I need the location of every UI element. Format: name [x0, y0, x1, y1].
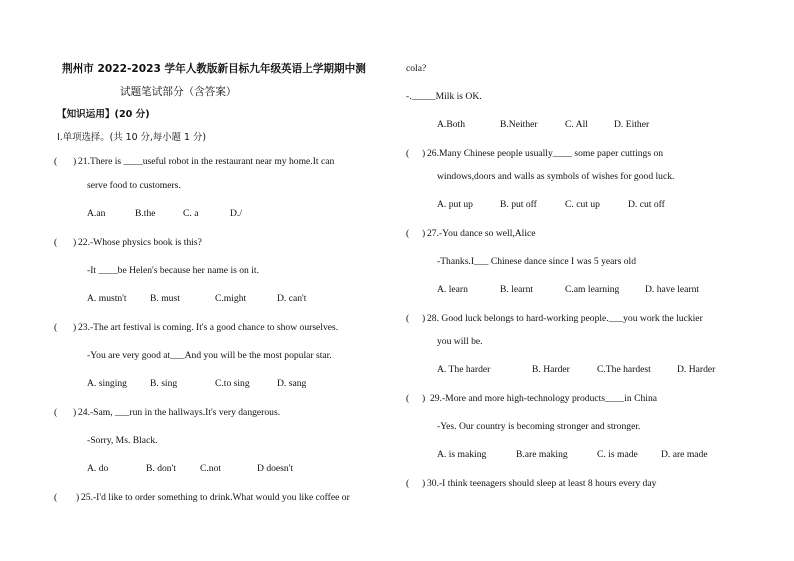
option-b: B. must [150, 293, 180, 304]
option-b: B.Neither [500, 119, 538, 130]
answer-paren-close: ) [422, 148, 426, 159]
answer-paren-close: ) [422, 313, 426, 324]
question-stem: 29.-More and more high-technology products____in China [430, 393, 658, 404]
option-d: D. can't [277, 293, 307, 304]
option-b: B.are making [516, 449, 568, 460]
option-c: C.am learning [565, 284, 620, 295]
option-d: D. Either [614, 119, 650, 130]
question-answer-line: -._____Milk is OK. [406, 91, 482, 102]
question-stem-continued: cola? [406, 63, 427, 74]
option-a: A. learn [437, 284, 468, 295]
answer-paren-close: ) [73, 156, 77, 167]
question-stem-continued: -It ____be Helen's because her name is on it. [87, 265, 259, 276]
option-a: A. put up [437, 199, 473, 210]
answer-paren-open: ( [406, 478, 410, 489]
question-stem-continued: -You are very good at___And you will be the most popular star. [87, 350, 332, 361]
question-stem: 21.There is ____useful robot in the restaurant near my home.It can [78, 156, 335, 167]
question-stem-continued: you will be. [437, 336, 483, 347]
answer-paren-open: ( [406, 148, 410, 159]
question-stem: 24.-Sam, ___run in the hallways.It's very dangerous. [78, 407, 281, 418]
question-stem: 27.-You dance so well,Alice [427, 228, 536, 239]
option-b: B. don't [146, 463, 176, 474]
page-subtitle: 试题笔试部分（含答案） [120, 86, 237, 98]
option-c: C.not [200, 463, 222, 474]
option-d: D doesn't [257, 463, 294, 474]
option-d: D. cut off [628, 199, 665, 210]
option-a: A. singing [87, 378, 127, 389]
option-d: D. sang [277, 378, 307, 389]
option-c: C.The hardest [597, 364, 651, 375]
option-a: A.Both [437, 119, 465, 130]
option-a: A. is making [437, 449, 487, 460]
option-b: B. learnt [500, 284, 534, 295]
option-c: C. is made [597, 449, 638, 460]
option-c: C. a [183, 208, 199, 219]
question-stem-continued: windows,doors and walls as symbols of wishes for good luck. [437, 171, 675, 182]
answer-paren-close: ) [422, 478, 426, 489]
answer-paren-close: ) [422, 393, 426, 404]
option-b: B. Harder [532, 364, 570, 375]
question-stem: 30.-I think teenagers should sleep at least 8 hours every day [427, 478, 657, 489]
option-a: A. mustn't [87, 293, 127, 304]
option-d: D. are made [661, 449, 708, 460]
page-title: 荆州市 2022-2023 学年人教版新目标九年级英语上学期期中测 [62, 63, 366, 75]
answer-paren-open: ( [406, 228, 410, 239]
question-stem: 28. Good luck belongs to hard-working people.___you work the luckier [427, 313, 703, 324]
answer-paren-open: ( [54, 407, 58, 418]
answer-paren-close: ) [76, 492, 80, 503]
answer-paren-open: ( [406, 393, 410, 404]
question-stem: 25.-I'd like to order something to drink.What would you like coffee or [81, 492, 350, 503]
option-d: D. Harder [677, 364, 716, 375]
question-stem: 26.Many Chinese people usually____ some paper cuttings on [427, 148, 664, 159]
answer-paren-open: ( [54, 492, 58, 503]
question-stem-continued: -Thanks.I___ Chinese dance since I was 5 years old [437, 256, 637, 267]
answer-paren-open: ( [54, 156, 58, 167]
option-d: D./ [230, 208, 242, 219]
section-heading: 【知识运用】(20 分) [57, 109, 150, 120]
answer-paren-close: ) [422, 228, 426, 239]
option-c: C.to sing [215, 378, 250, 389]
question-stem-continued: -Sorry, Ms. Black. [87, 435, 158, 446]
answer-paren-open: ( [54, 322, 58, 333]
option-d: D. have learnt [645, 284, 700, 295]
question-stem-continued: serve food to customers. [87, 180, 181, 191]
question-stem: 23.-The art festival is coming. It's a good chance to show ourselves. [78, 322, 339, 333]
option-a: A. The harder [437, 364, 491, 375]
option-a: A. do [87, 463, 109, 474]
option-b: B. sing [150, 378, 178, 389]
question-stem: 22.-Whose physics book is this? [78, 237, 202, 248]
option-c: C. cut up [565, 199, 600, 210]
answer-paren-close: ) [73, 237, 77, 248]
answer-paren-open: ( [406, 313, 410, 324]
option-b: B. put off [500, 199, 537, 210]
option-a: A.an [87, 208, 106, 219]
answer-paren-close: ) [73, 407, 77, 418]
answer-paren-open: ( [54, 237, 58, 248]
section-subheading: I.单项选择。(共 10 分,每小题 1 分) [57, 132, 206, 143]
option-c: C.might [215, 293, 247, 304]
option-c: C. All [565, 119, 588, 130]
answer-paren-close: ) [73, 322, 77, 333]
option-b: B.the [135, 208, 156, 219]
question-stem-continued: -Yes. Our country is becoming stronger and stronger. [437, 421, 641, 432]
